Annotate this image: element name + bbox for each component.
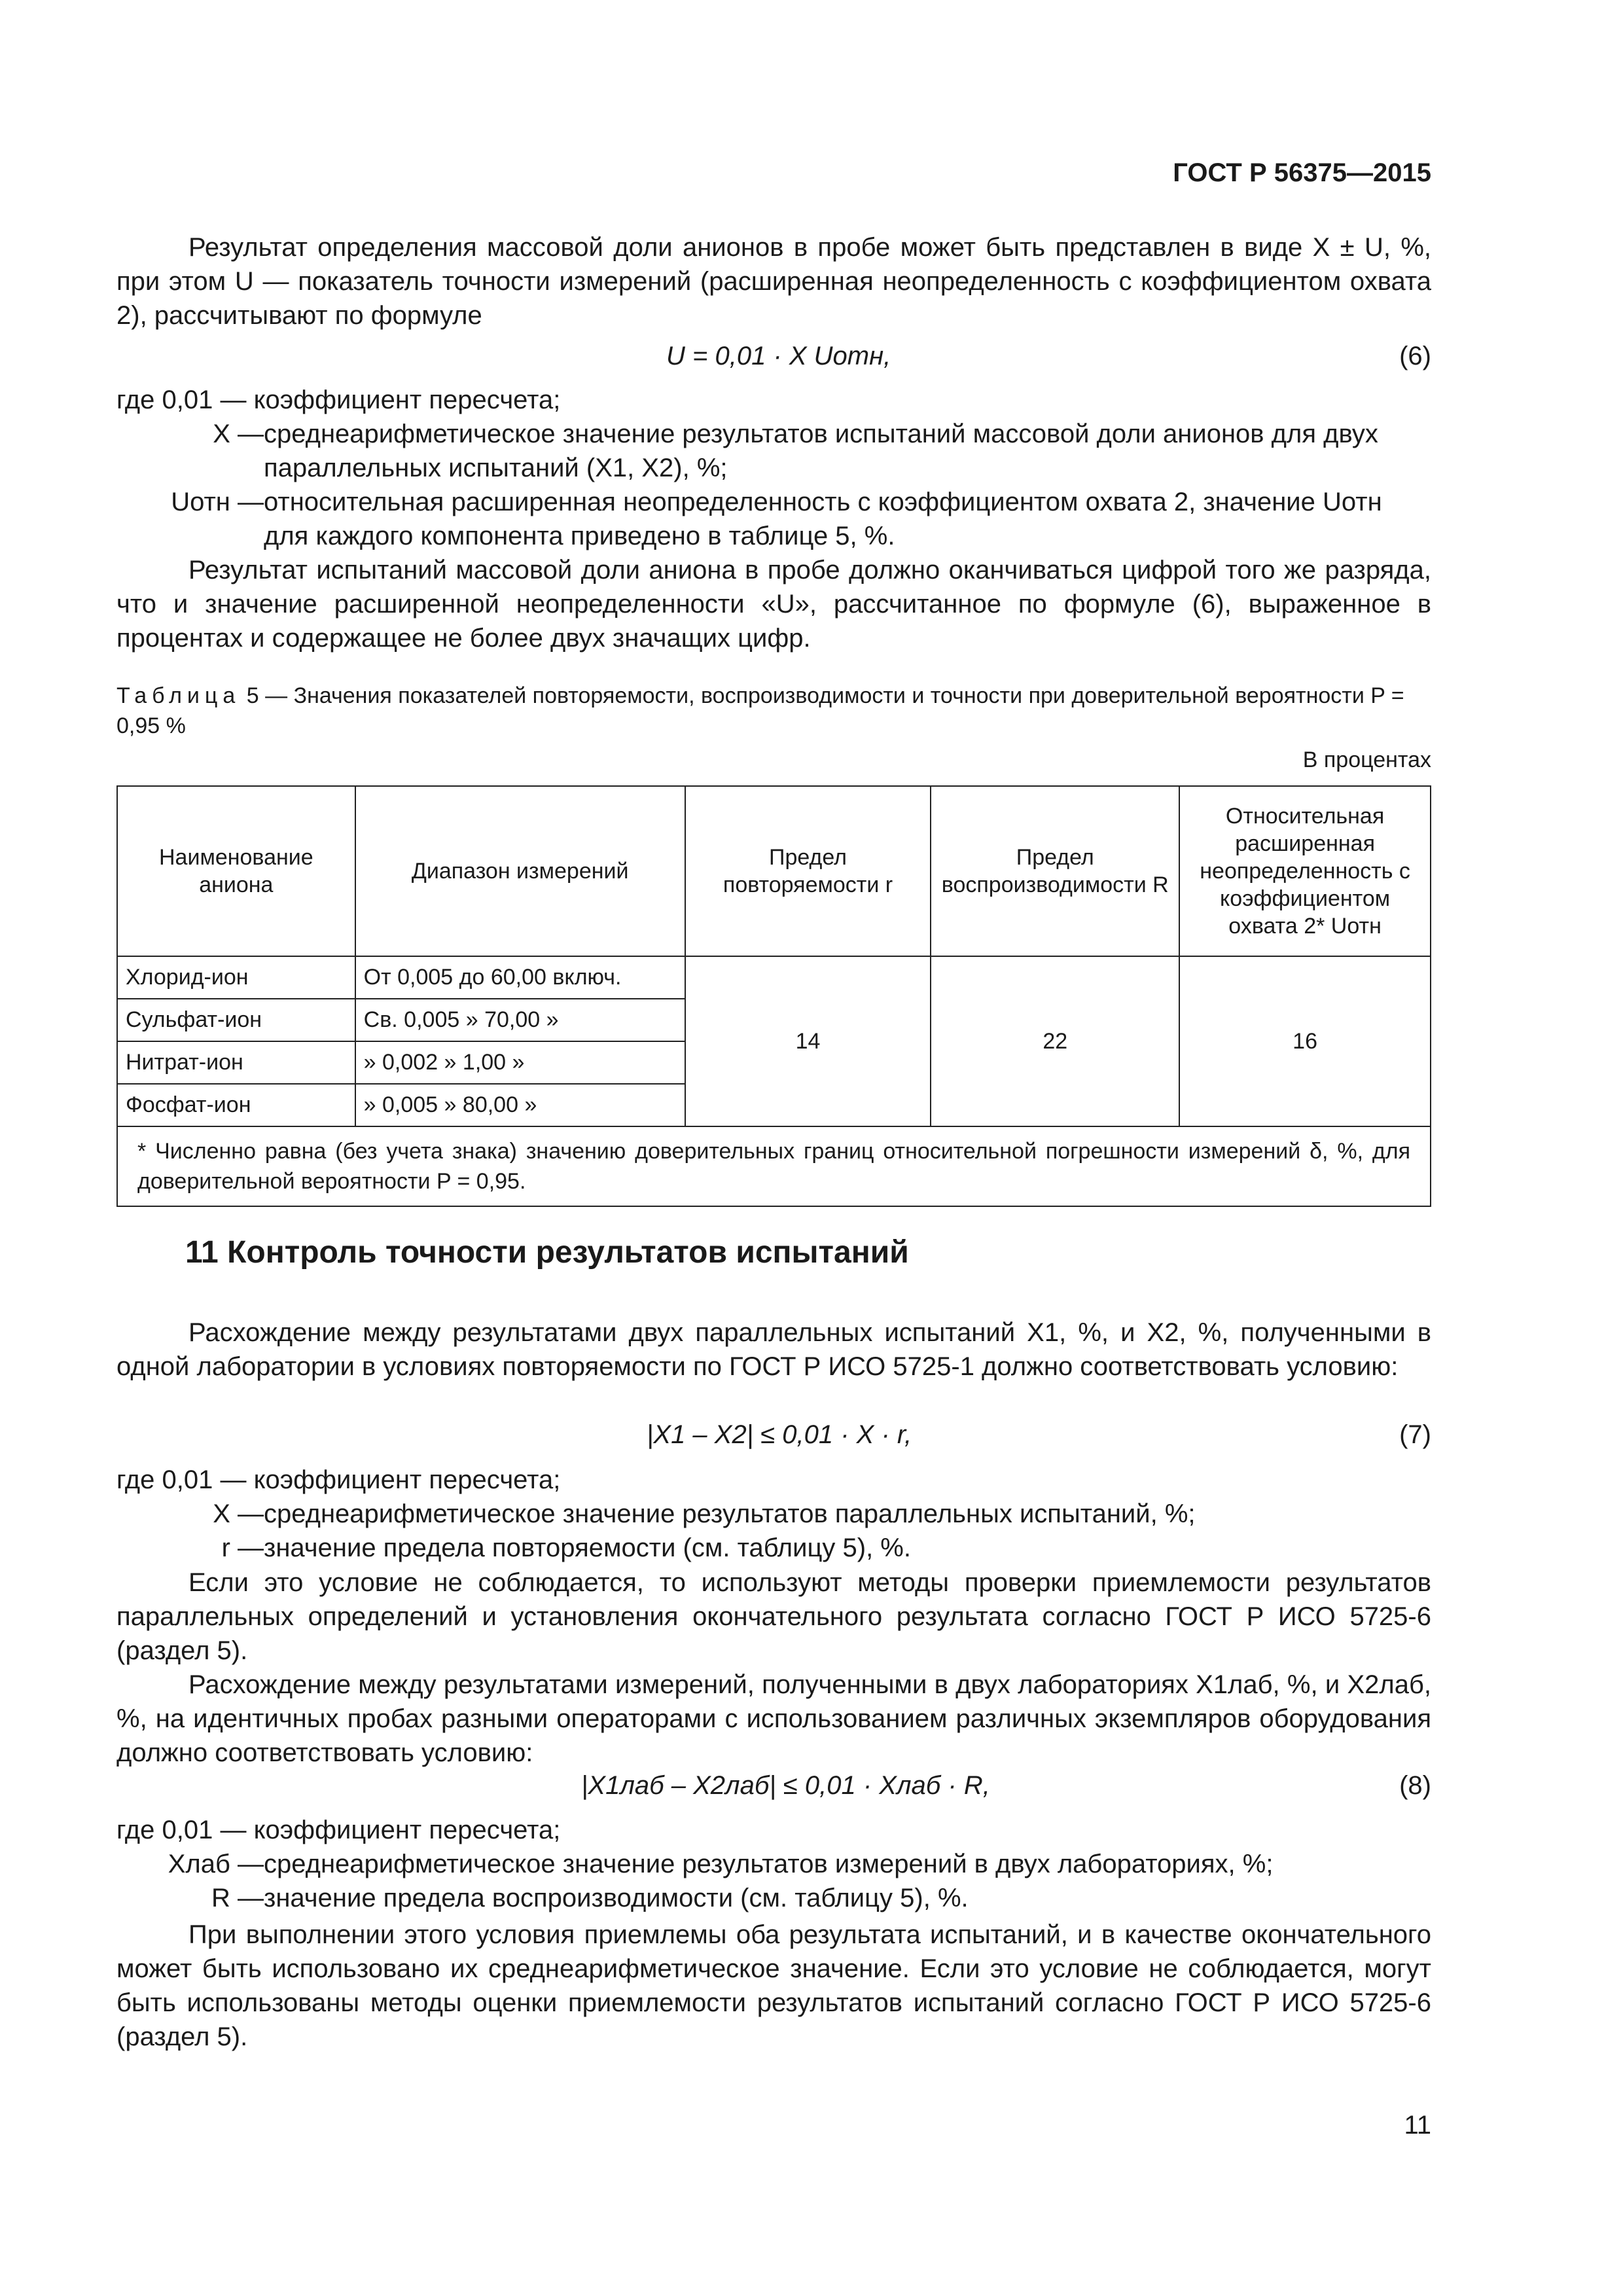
definition-coefficient: где 0,01 — коэффициент пересчета; <box>116 1465 561 1494</box>
cell-range: » 0,002 » 1,00 » <box>355 1041 685 1084</box>
section-11-paragraph-3: Расхождение между результатами измерений, полученными в двух лабораториях X1лаб, %, и X2лаб, %, на идентичных пробах разными операторами с использованием различных экземпляров оборудования должно соответствовать условию: <box>116 1670 1431 1767</box>
formula-8-expression: |X1лаб – X2лаб| ≤ 0,01 · Xлаб · R, <box>581 1771 990 1800</box>
cell-range: Св. 0,005 » 70,00 » <box>355 999 685 1041</box>
definition-R: R — значение предела воспроизводимости (см. таблицу 5), %. <box>116 1881 1431 1915</box>
table-footnote: * Численно равна (без учета знака) значению доверительных границ относительной погрешности измерений δ, %, для доверительной вероятности P = 0,95. <box>117 1126 1431 1206</box>
symbol-r: r — <box>221 1534 264 1562</box>
table-footnote-row <box>117 1126 1431 1206</box>
formula-6 <box>116 342 1431 378</box>
section-11-paragraph-1: Расхождение между результатами двух параллельных испытаний X1, %, и X2, %, полученными в одной лаборатории в условиях повторяемости по ГОСТ Р ИСО 5725-1 должно соответствовать условию: <box>116 1318 1431 1381</box>
cell-anion: Нитрат-ион <box>117 1041 355 1084</box>
symbol-x-mean: X — <box>213 420 264 448</box>
cell-R-value: 22 <box>931 956 1179 1126</box>
table-caption-label: Таблица <box>116 683 241 708</box>
formula-7-definitions <box>116 1463 1431 1565</box>
definition-x-lab-mean: Xлаб — среднеарифметическое значение результатов измерений в двух лабораториях, %; <box>116 1847 1431 1881</box>
intro-paragraph <box>116 230 1431 332</box>
rounding-paragraph: Результат испытаний массовой доли аниона в пробе должно оканчиваться цифрой того же разряда, что и значение расширенной неопределенности «U», рассчитанное по формуле (6), выраженное в процентах и содержащее не более двух значащих цифр. <box>116 556 1431 653</box>
table-5-unit: В процентах <box>1302 747 1431 772</box>
formula-6-definitions <box>116 383 1431 553</box>
cell-range: От 0,005 до 60,00 включ. <box>355 956 685 999</box>
section-11-paragraph-4: При выполнении этого условия приемлемы оба результата испытаний, и в качестве окончательного может быть использовано их среднеарифметическое значение. Если это условие не соблюдается, могут быть использованы методы оценки приемлемости результатов испытаний согласно ГОСТ Р ИСО 5725-6 (раздел 5). <box>116 1920 1431 2051</box>
symbol-R: R — <box>211 1884 264 1912</box>
table-5 <box>116 785 1431 1207</box>
definition-coefficient: где 0,01 — коэффициент пересчета; <box>116 1816 561 1844</box>
formula-7 <box>116 1420 1431 1457</box>
symbol-u-rel: Uотн — <box>171 488 264 516</box>
table-header-row <box>117 786 1431 956</box>
formula-7-number: (7) <box>1399 1420 1431 1449</box>
symbol-x-lab-mean: Xлаб — <box>168 1850 264 1878</box>
header-uncertainty: Относительная расширенная неопределенность с коэффициентом охвата 2* Uотн <box>1179 786 1431 956</box>
page-number: 11 <box>1404 2111 1431 2140</box>
header-anion: Наименование аниона <box>117 786 355 956</box>
formula-7-expression: |X1 – X2| ≤ 0,01 · X · r, <box>647 1420 912 1449</box>
cell-r-value: 14 <box>685 956 931 1126</box>
section-11-title: 11 Контроль точности результатов испытаний <box>185 1235 909 1270</box>
definition-x-mean: X — среднеарифметическое значение результатов испытаний массовой доли анионов для двух параллельных испытаний (X1, X2), %; <box>116 417 1431 485</box>
cell-U-value: 16 <box>1179 956 1431 1126</box>
cell-anion: Сульфат-ион <box>117 999 355 1041</box>
definition-u-rel: Uотн — относительная расширенная неопределенность с коэффициентом охвата 2, значение Uотн для каждого компонента приведено в таблице 5, %. <box>116 485 1431 553</box>
cell-anion: Хлорид-ион <box>117 956 355 999</box>
formula-6-number: (6) <box>1399 342 1431 370</box>
header-reproducibility: Предел воспроизводимости R <box>931 786 1179 956</box>
header-repeatability: Предел повторяемости r <box>685 786 931 956</box>
formula-6-expression: U = 0,01 · X Uотн, <box>666 342 891 370</box>
definition-coefficient: где 0,01 — коэффициент пересчета; <box>116 386 561 414</box>
section-11-paragraph-2: Если это условие не соблюдается, то используют методы проверки приемлемости результатов параллельных определений и установления окончательного результата согласно ГОСТ Р ИСО 5725-6 (раздел 5). <box>116 1568 1431 1665</box>
definition-x-mean: X — среднеарифметическое значение результатов параллельных испытаний, %; <box>116 1497 1431 1531</box>
formula-8 <box>116 1771 1431 1808</box>
table-row <box>117 956 1431 999</box>
cell-range: » 0,005 » 80,00 » <box>355 1084 685 1126</box>
formula-8-number: (8) <box>1399 1771 1431 1800</box>
cell-anion: Фосфат-ион <box>117 1084 355 1126</box>
table-caption-text: 5 — Значения показателей повторяемости, воспроизводимости и точности при доверительной вероятности P = 0,95 % <box>116 683 1404 738</box>
definition-r: r — значение предела повторяемости (см. таблицу 5), %. <box>116 1531 1431 1565</box>
symbol-x-mean: X — <box>213 1499 264 1528</box>
header-range: Диапазон измерений <box>355 786 685 956</box>
table-5-caption <box>116 681 1431 741</box>
document-header: ГОСТ Р 56375—2015 <box>1173 158 1431 187</box>
intro-text: Результат определения массовой доли анионов в пробе может быть представлен в виде X ± U, %, при этом U — показатель точности измерений (расширенная неопределенность с коэффициентом охвата 2), рассчитывают по формуле <box>116 233 1431 330</box>
formula-8-definitions <box>116 1813 1431 1915</box>
